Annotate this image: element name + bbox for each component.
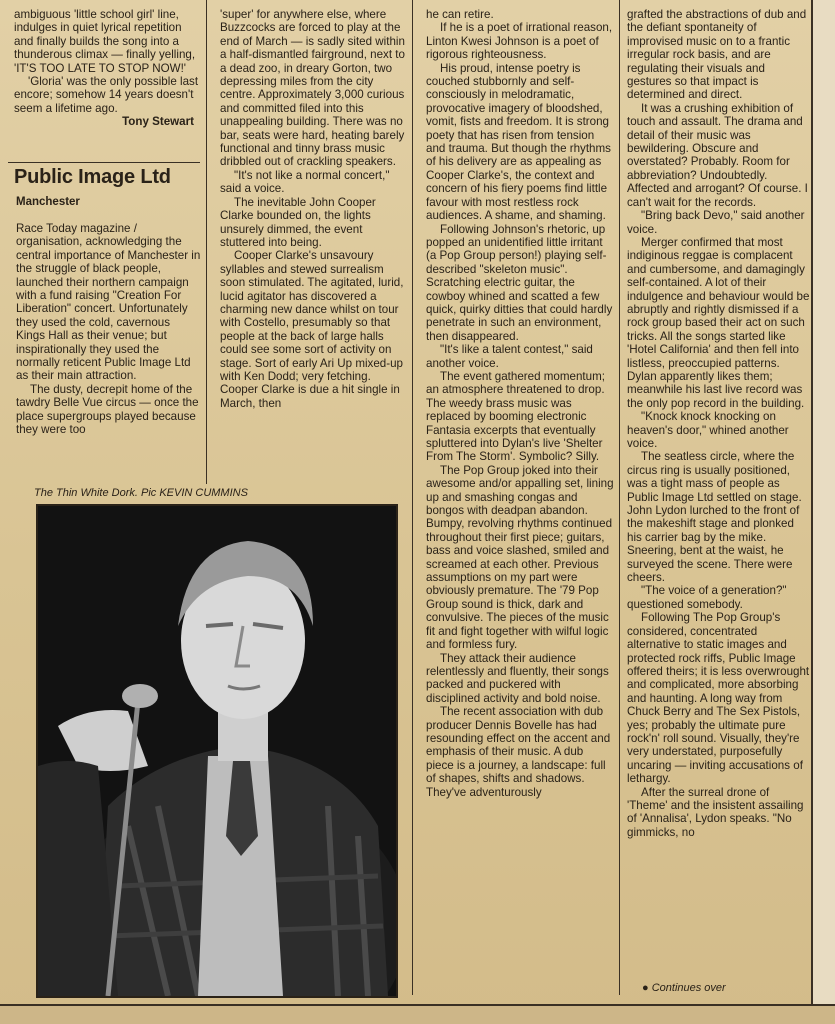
paragraph: 'Gloria' was the only possible last encore; somehow 14 years doesn't seem a lifetime ago. xyxy=(14,75,199,115)
paragraph: After the surreal drone of 'Theme' and the insistent assailing of 'Annalisa', Lydon speaks. "No gimmicks, no xyxy=(627,785,804,839)
bullet-icon: ● xyxy=(642,982,649,994)
paragraph: The seatless circle, where the circus ring is usually positioned, was a tight mass of people as Public Image Ltd settled on stage. John Lydon lurched to the front of the makeshift stage and plonked his carrier bag by the mike. Sneering, bent at the waist, he surveyed the scene. There were cheers. xyxy=(627,450,802,585)
page-right-edge xyxy=(811,0,835,1024)
performer-photo-image xyxy=(38,506,396,996)
paragraph: The Pop Group joked into their awesome and/or appalling set, lining up and smashing congas and bongos with deadpan abandon. Bumpy, revolving rhythms continued throughout their first piece; guitars, bass and voice slashed, smiled and screamed at each other. Previous assumptions on my part were obviously premature. The '79 Pop Group sound is thick, dark and convulsive. The pieces of the music fit and fight together with wilful logic and formless fury. xyxy=(426,463,614,652)
column-rule xyxy=(206,0,207,484)
paragraph: Race Today magazine / organisation, acknowledging the central importance of Manchester in the struggle of black people, launched their northern campaign with a fund raising "Creation For Liberation" concert. Unfortunately they used the cold, cavernous Kings Hall as their venue; but inspirationally they used the normally reticent Public Image Ltd as their main attraction. xyxy=(16,222,201,383)
paragraph: The event gathered momentum; an atmosphere threatened to drop. The weedy brass music was replaced by booming electronic Fantasia excerpts that eventually spluttered into Dylan's live 'Shelter From The Storm'. Symbolic? Silly. xyxy=(426,369,605,464)
paragraph: "Knock knock knocking on heaven's door," whined another voice. xyxy=(627,410,789,450)
paragraph: grafted the abstractions of dub and the defiant spontaneity of improvised music on to a frantic irregular rock basis, and are regulating their visuals and gestures so that impact is determined and direct. xyxy=(627,8,807,102)
paragraph: His proud, intense poetry is couched stubbornly and self-consciously in melodramatic, provocative imagery of bloodshed, vomit, fists and freedom. It is strong poety that has risen from tension and trauma. But though the rhythms of his delivery are as appealing as Cooper Clarke's, the context and concern of his fiery poems find little favour with most restless rock audiences. A shame, and shaming. xyxy=(426,61,611,223)
column-rule xyxy=(412,0,413,995)
column-rule xyxy=(619,0,620,995)
paragraph: Merger confirmed that most indiginous reggae is complacent and cumbersome, and damagingly self-contained. A lot of their indulgence and behaviour would be abruptly and rightly dismissed if a rock group based their act on such tricks. All the songs started like 'Hotel California' and then fell into listless, preoccupied patterns. Dylan apparently likes them; meanwhile his last live record was the only pop record in the building. xyxy=(627,235,810,410)
concert-photo xyxy=(36,504,398,998)
paragraph: 'super' for anywhere else, where Buzzcocks are forced to play at the end of March — is sadly sited within a half-dismantled fairground, next to a dead zoo, in dreary Gorton, two depressing miles from the city centre. Approximately 3,000 curious and committed filed into this unappealing building. There was no bar, seats were hard, heating barely functional and tinny brass music dribbled out of crackling speakers. xyxy=(220,8,405,169)
continues-text: Continues over xyxy=(651,982,726,994)
byline: Tony Stewart xyxy=(122,115,194,129)
paragraph: It was a crushing exhibition of touch and assault. The drama and detail of their music was bewildering. Obscure and overstated? Probably. Room for abbreviation? Undoubtedly. Affected and arrogant? Of course. I can't wait for the records. xyxy=(627,101,808,209)
paragraph: "It's not like a normal concert," said a voice. xyxy=(220,168,390,196)
column-4 xyxy=(627,8,811,839)
paragraph: The inevitable John Cooper Clarke bounded on, the lights unsurely dimmed, the event stuttered into being. xyxy=(220,195,376,249)
continues-over-label xyxy=(642,982,726,994)
location-label: Manchester xyxy=(16,196,80,208)
paragraph: Following Johnson's rhetoric, up popped an unidentified little irritant (a Pop Group person!) playing self-described "skeleton music". Scratching electric guitar, the cowboy whined and scatted a few quick, quirky ditties that could hardly penetrate in such an environment, then disappeared. xyxy=(426,222,613,343)
paragraph: The dusty, decrepit home of the tawdry Belle Vue circus — once the place supergroups played because they were too xyxy=(16,382,199,437)
column-3 xyxy=(426,8,614,799)
column-2 xyxy=(220,8,406,410)
paragraph: ambiguous 'little school girl' line, indulges in quiet lyrical repetition and finally builds the song into a thunderous climax — finally yelling, 'IT'S TOO LATE TO STOP NOW!' xyxy=(14,8,196,75)
headline: Public Image Ltd xyxy=(14,166,171,188)
photo-caption: The Thin White Dork. Pic KEVIN CUMMINS xyxy=(34,487,248,499)
paragraph: he can retire. xyxy=(426,8,494,21)
paragraph: The recent association with dub producer Dennis Bovelle has had resounding effect on the accent and emphasis of their music. A dub piece is a journey, a landscape: full of shapes, shifts and shadows. They've adventurously xyxy=(426,705,611,799)
paragraph: "The voice of a generation?" questioned somebody. xyxy=(627,584,787,611)
paragraph: They attack their audience relentlessly and fluently, their songs packed and puckered with disciplined activity and bold noise. xyxy=(426,651,609,705)
paragraph: Cooper Clarke's unsavoury syllables and stewed surrealism soon stimulated. The agitated, lurid, lucid agitator has discovered a charming new dance whilst on tour with Costello, presumably so that people at the back of large halls could see some sort of activity on stage. Sort of early Ari Up mixed-up with Ken Dodd; very fetching. Cooper Clarke is due a hit single in March, then xyxy=(220,249,404,410)
paragraph: If he is a poet of irrational reason, Linton Kwesi Johnson is a poet of rigorous righteousness. xyxy=(426,21,613,62)
paragraph: Following The Pop Group's considered, concentrated alternative to static images and protected rock riffs, Public Image offered theirs; it is less overwrought and complicated, more absorbing and haunting. A long way from Chuck Berry and The Sex Pistols, yes; probably the ultimate pure rock'n' roll sound. Visually, they're very understated, purposefully uncaring — inviting accusations of lethargy. xyxy=(627,611,810,786)
paragraph: "It's like a talent contest," said another voice. xyxy=(426,343,593,370)
column-1-body xyxy=(16,222,202,437)
page-bottom-edge xyxy=(0,1004,835,1024)
paragraph: "Bring back Devo," said another voice. xyxy=(627,209,805,236)
column-1-top xyxy=(14,8,200,129)
section-divider xyxy=(8,162,200,163)
